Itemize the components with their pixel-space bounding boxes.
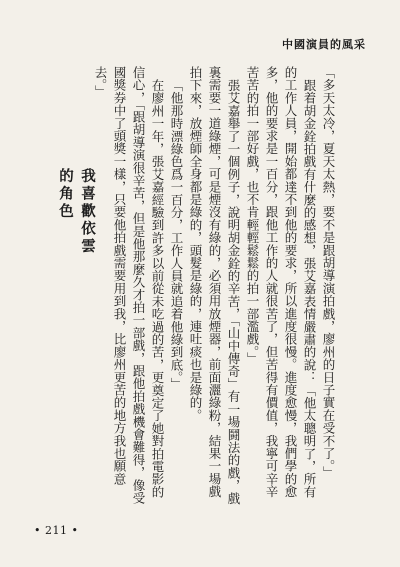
body-text — [91, 66, 338, 506]
paragraph-5: 在廖州一年，張艾嘉經驗到許多以前從未吃過的苦，更奠定了她對拍電影的信心，「跟胡導演很辛苦，但是他那麼久才拍一部戲，跟他拍戲機會難得，像受國獎券中了頭獎一樣，只要他拍戲需要用到我，比廖州更苦的地方我也願意去。」 — [93, 66, 165, 505]
paragraph-1: 「多天太冷，夏天太熱，要不是跟胡導演拍戲，廖州的日子實在受不了。」 — [321, 66, 336, 479]
page-number: • 211 • — [34, 524, 79, 537]
caption-line-2: 的角色 — [57, 168, 74, 221]
section-caption — [54, 168, 98, 256]
caption-line-1: 我喜歡依雲 — [79, 168, 96, 256]
paragraph-3: 張艾嘉舉了一個例子，說明胡金銓的辛苦，「山中傳奇」有一場鬪法的戲，戲裏需要一道綠煙，可是煙沒有綠的，必須用放煙器，前面灑綠粉，結果一場戲拍下來，放煙師全身都是綠的，頭髮是綠的，連吐痰也是綠的。 — [188, 66, 241, 505]
paragraph-4: 「他那時漂綠色爲一百分，工作人員就追着他綠到底。」 — [169, 78, 184, 390]
paragraph-2: 跟着胡金銓拍戲有什麼的感想，張艾嘉表情嚴肅的說：「他太聰明了，所有的工作人員，開始都達不到他的要求，所以進度很慢。進度愈慢，我們學的愈多，他的要求是一百分，跟他工作的人就很苦了，但苦得有價值，我寧可辛辛苦苦的拍一部好戲，也不肯輕輕鬆鬆的拍一部濫戲。」 — [245, 66, 317, 498]
running-head: 中國演員的風采 — [282, 38, 366, 51]
